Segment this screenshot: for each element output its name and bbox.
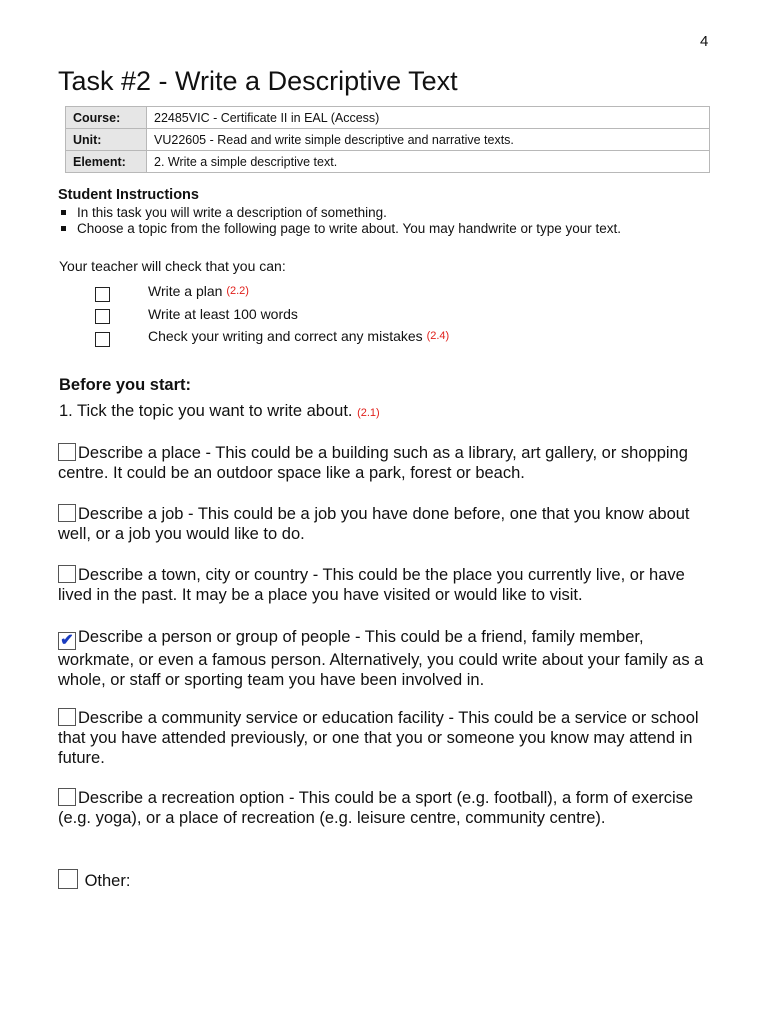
checkbox[interactable] [95, 287, 110, 302]
instruction-text: In this task you will write a description of something. [77, 205, 387, 221]
checkbox[interactable] [95, 332, 110, 347]
topic-checkbox[interactable] [58, 565, 76, 583]
element-value: 2. Write a simple descriptive text. [147, 151, 710, 173]
table-row [66, 129, 710, 151]
topic-other [58, 869, 718, 891]
topic-checkbox[interactable] [58, 869, 78, 889]
step-instruction [59, 402, 380, 421]
check-item [95, 303, 449, 326]
bullet-icon [61, 210, 66, 215]
table-row [66, 151, 710, 173]
course-label: Course: [66, 107, 147, 129]
teacher-check-list [95, 280, 449, 348]
topic-place [58, 443, 718, 483]
topic-text: Describe a community service or education facility - This could be a service or school that you have attended previously, or one that you or someone you know may attend in future. [58, 709, 699, 767]
step-text: 1. Tick the topic you want to write about. [59, 402, 353, 420]
criterion-ref: (2.2) [226, 285, 249, 298]
topic-text: Describe a person or group of people - This could be a friend, family member, workmate, or even a famous person. Alternatively, you could write about your family as a whole, or staff or sporting team you have been involved in. [58, 628, 704, 689]
topic-text: Other: [80, 872, 131, 890]
topic-checkbox[interactable] [58, 632, 76, 650]
check-item-text: Write at least 100 words [148, 305, 298, 322]
student-instructions-heading: Student Instructions [58, 187, 199, 203]
topic-text: Describe a job - This could be a job you have done before, one that you know about well, or a job you would like to do. [58, 505, 690, 543]
bullet-icon [61, 226, 66, 231]
list-item [59, 221, 621, 237]
list-item [59, 205, 621, 221]
page-title: Task #2 - Write a Descriptive Text [58, 66, 458, 96]
table-row [66, 107, 710, 129]
page-number: 4 [700, 33, 709, 50]
check-item [95, 325, 449, 348]
topic-person [58, 627, 718, 690]
topic-text: Describe a town, city or country - This could be the place you currently live, or have lived in the past. It may be a place you have visited or would like to visit. [58, 566, 685, 604]
criterion-ref: (2.4) [426, 330, 450, 343]
topic-text: Describe a recreation option - This could be a sport (e.g. football), a form of exercise (e.g. yoga), or a place of recreation (e.g. leisure centre, community centre). [58, 789, 694, 827]
topic-checkbox[interactable] [58, 708, 76, 726]
topic-recreation [58, 788, 718, 828]
topic-checkbox[interactable] [58, 788, 76, 806]
check-item-text: Write a plan [148, 283, 223, 300]
before-start-heading: Before you start: [59, 376, 192, 394]
unit-label: Unit: [66, 129, 147, 151]
check-item-text: Check your writing and correct any mistakes [148, 328, 423, 345]
topic-text: Describe a place - This could be a building such as a library, art gallery, or shopping centre. It could be an outdoor space like a park, forest or beach. [58, 444, 688, 482]
teacher-check-intro: Your teacher will check that you can: [59, 258, 286, 274]
topic-town [58, 565, 718, 605]
checkmark-icon: ✔ [60, 632, 74, 649]
info-table [65, 106, 710, 173]
topic-community [58, 708, 718, 768]
course-value: 22485VIC - Certificate II in EAL (Access) [147, 107, 710, 129]
instructions-list [59, 205, 621, 236]
topic-checkbox[interactable] [58, 443, 76, 461]
topic-job [58, 504, 718, 544]
criterion-ref: (2.1) [357, 407, 380, 419]
element-label: Element: [66, 151, 147, 173]
checkbox[interactable] [95, 309, 110, 324]
unit-value: VU22605 - Read and write simple descriptive and narrative texts. [147, 129, 710, 151]
instruction-text: Choose a topic from the following page to write about. You may handwrite or type your text. [77, 220, 622, 236]
check-item [95, 280, 449, 303]
topic-checkbox[interactable] [58, 504, 76, 522]
